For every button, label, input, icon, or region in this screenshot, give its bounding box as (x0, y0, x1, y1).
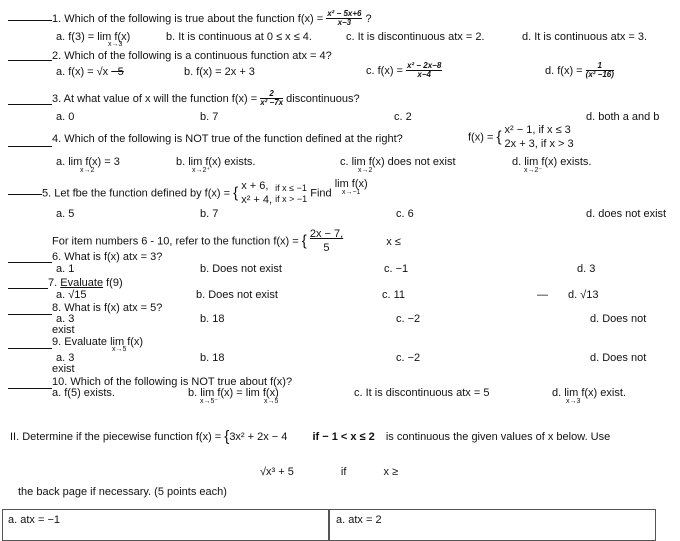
q3-option-c: c. 2 (394, 111, 412, 123)
q10-option-b: b. lim f(x) = lim f(x) x→5⁻ x→5 (188, 387, 279, 405)
q6-option-b: b. Does not exist (200, 263, 282, 275)
q8-option-a-cont: exist (52, 324, 75, 336)
q5-option-b: b. 7 (200, 208, 219, 220)
q1-fraction: $\frac{\text{x² − 5x+6}}{x-3}$ (327, 9, 362, 28)
q4-option-d: d. lim f(x) exists. x→2⁻ (512, 156, 592, 174)
answer-blank-6[interactable] (8, 262, 52, 263)
answer-blank-1[interactable] (8, 20, 52, 21)
q5-stem: 5. Let fbe the function defined by f(x) = { x + 6, x² + 4, if x ≤ −1 if x > −1 Find lim f(x) x→−1 (42, 178, 368, 206)
q5-option-a: a. 5 (56, 208, 75, 220)
q4-piecewise: f(x) = { x² − 1, if x ≤ 3 2x + 3, if x > 3 (468, 124, 574, 150)
q7-option-d: d. √13 (568, 289, 599, 301)
q10-option-d: d. lim f(x) exist. x→3 (552, 387, 626, 405)
q1-option-a-sub: x→3 (108, 41, 123, 48)
q2-stem: 2. Which of the following is a continuous function atx = 4? (52, 50, 332, 62)
q3-stem: 3. At what value of x will the function f(x) = $\frac{2}{\text{x² −7x}}$ discontinuous? (52, 89, 360, 108)
q1-option-d: d. It is continuous atx = 3. (522, 31, 648, 43)
q1-option-c: c. It is discontinuous atx = 2. (346, 31, 485, 43)
answer-blank-3[interactable] (8, 104, 52, 105)
q10-option-a: a. f(5) exists. (52, 387, 115, 399)
q10-stem: 10. Which of the following is NOT true about f(x)? (52, 376, 293, 388)
q4-stem: 4. Which of the following is NOT true of the function defined at the right? (52, 133, 403, 145)
part2-piece-2: √x³ + 5 if x ≥ (260, 466, 399, 478)
q2-option-b: b. f(x) = 2x + 3 (184, 66, 255, 78)
answer-blank-5[interactable] (8, 194, 42, 195)
q7-option-c: c. 11 (382, 289, 406, 301)
answer-box-b-label: a. atx = 2 (336, 514, 382, 526)
q10-option-c: c. It is discontinuous atx = 5 (354, 387, 490, 399)
q3-option-b: b. 7 (200, 111, 219, 123)
answer-box-a-label: a. atx = −1 (8, 514, 60, 526)
q2-option-c: c. f(x) = $\frac{\text{x² − 2x−8}}{x-4}$ (366, 61, 442, 80)
q6-option-d: d. 3 (577, 263, 596, 275)
q7-stem: 7. Evaluate f(9) (48, 277, 123, 289)
q9-option-a-cont: exist (52, 363, 75, 375)
q7-dash: — (537, 289, 548, 301)
q9-stem: 9. Evaluate lim f(x) x→5 (52, 336, 144, 353)
answer-blank-4[interactable] (8, 146, 52, 147)
q1-option-a: a. f(3) = lim f(x) x→3 (56, 31, 131, 48)
q3-option-a: a. 0 (56, 111, 75, 123)
q8-option-b: b. 18 (200, 313, 225, 325)
q5-option-c: c. 6 (396, 208, 414, 220)
q9-option-d: d. Does not (590, 352, 647, 364)
q1-stem: 1. Which of the following is true about the function f(x) = $\frac{\text{x² − 5x+6}}{x-3}$ ? (52, 9, 372, 28)
q4-option-b: b. lim f(x) exists. x→2⁺ (176, 156, 256, 174)
reference-function: For item numbers 6 - 10, refer to the function f(x) = { $\frac{2x - 7,}{5}$ x ≤ (52, 228, 401, 254)
q2-option-d: d. f(x) = $\frac{1}{\text{(x² −16)}}$ (545, 61, 614, 80)
q3-option-d: d. both a and b (586, 111, 660, 123)
q8-option-a: a. 3 (56, 313, 75, 325)
q5-option-d: d. does not exist (586, 208, 667, 220)
q8-option-d: d. Does not (590, 313, 647, 325)
answer-blank-2[interactable] (8, 60, 52, 61)
answer-blank-7[interactable] (8, 288, 48, 289)
q4-option-a: a. lim f(x) = 3 x→2 (56, 156, 120, 174)
q1-option-b: b. It is continuous at 0 ≤ x ≤ 4. (166, 31, 312, 43)
q8-option-c: c. −2 (396, 313, 421, 325)
answer-blank-9[interactable] (8, 348, 52, 349)
q7-option-a: a. √15 (56, 289, 87, 301)
answer-blank-10[interactable] (8, 388, 52, 389)
q9-option-c: c. −2 (396, 352, 421, 364)
q9-option-a: a. 3 (56, 352, 75, 364)
q4-option-c: c. lim f(x) does not exist x→2 (340, 156, 456, 174)
q9-option-b: b. 18 (200, 352, 225, 364)
q6-option-a: a. 1 (56, 263, 75, 275)
q6-option-c: c. −1 (384, 263, 409, 275)
answer-blank-8[interactable] (8, 314, 52, 315)
q2-option-a: a. f(x) = √x −5 (56, 66, 124, 78)
q6-stem: 6. What is f(x) atx = 3? (52, 251, 163, 263)
q7-option-b: b. Does not exist (196, 289, 278, 301)
part2-back-note: the back page if necessary. (5 points each) (18, 486, 227, 498)
part2-instruction: II. Determine if the piecewise function f(x) = {3x² + 2x − 4 if − 1 < x ≤ 2 is continuous the given values of x below. Use (10, 428, 611, 445)
q8-stem: 8. What is f(x) atx = 5? (52, 302, 163, 314)
